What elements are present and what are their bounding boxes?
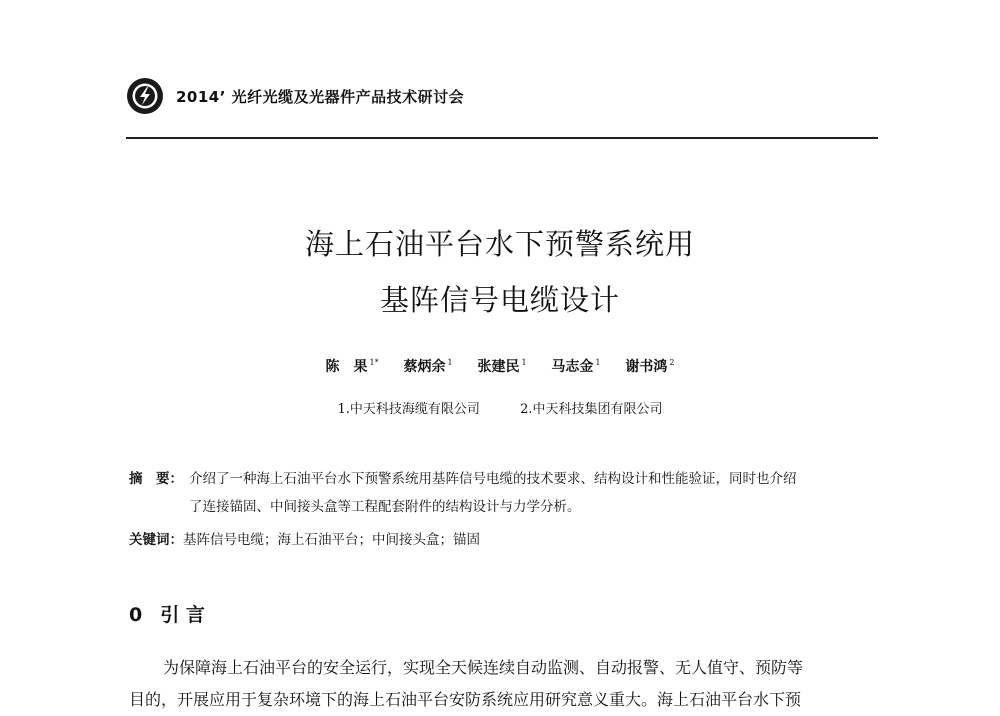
section-number: 0 [129, 604, 143, 626]
paper-title-line-1: 海上石油平台水下预警系统用 [304, 227, 695, 261]
header-divider [126, 137, 878, 139]
keywords-text: 基阵信号电缆；海上石油平台；中间接头盒；锚固 [183, 532, 480, 548]
running-header [126, 76, 464, 116]
author-affiliation-mark: 2 [669, 358, 675, 368]
section-heading [129, 600, 205, 627]
author [625, 359, 674, 375]
author-name: 谢书鸿 [625, 359, 668, 375]
body-paragraph [129, 652, 889, 716]
author-list [0, 356, 1000, 376]
body-line-1: 为保障海上石油平台的安全运行，实现全天候连续自动监测、自动报警、无人值守、预防等 [163, 658, 804, 677]
author [326, 359, 379, 375]
conference-title: 2014’ 光纤光缆及光器件产品技术研讨会 [176, 87, 465, 106]
author-affiliation-mark: 1 [521, 358, 527, 368]
abstract-text-line-1: 介绍了一种海上石油平台水下预警系统用基阵信号电缆的技术要求、结构设计和性能验证，同时也介绍 [189, 471, 797, 487]
author-name: 陈 果 [325, 359, 368, 375]
keywords [129, 528, 480, 548]
author-name: 张建民 [477, 359, 520, 375]
author-affiliation-mark: 1* [369, 358, 379, 368]
author [551, 359, 600, 375]
author [403, 359, 452, 375]
affiliation: 2.中天科技集团有限公司 [520, 402, 663, 417]
paper-title-line-2: 基阵信号电缆设计 [379, 283, 620, 317]
abstract [129, 465, 889, 521]
author-affiliation-mark: 1 [447, 358, 453, 368]
conference-logo-icon [126, 77, 164, 115]
author-name: 蔡炳余 [403, 359, 446, 375]
affiliation-list [0, 398, 1000, 417]
keywords-label: 关键词： [129, 532, 183, 548]
author-name: 马志金 [551, 359, 594, 375]
abstract-row [129, 465, 889, 493]
body-line-2: 目的，开展应用于复杂环境下的海上石油平台安防系统应用研究意义重大。海上石油平台水下预 [129, 690, 802, 709]
author-affiliation-mark: 1 [595, 358, 601, 368]
author [477, 359, 526, 375]
abstract-label: 摘 要： [129, 471, 183, 487]
affiliation: 1.中天科技海缆有限公司 [337, 402, 480, 417]
abstract-text-line-2: 了连接锚固、中间接头盒等工程配套附件的结构设计与力学分析。 [189, 499, 581, 515]
abstract-row [129, 493, 889, 521]
section-title: 引 言 [160, 604, 205, 626]
